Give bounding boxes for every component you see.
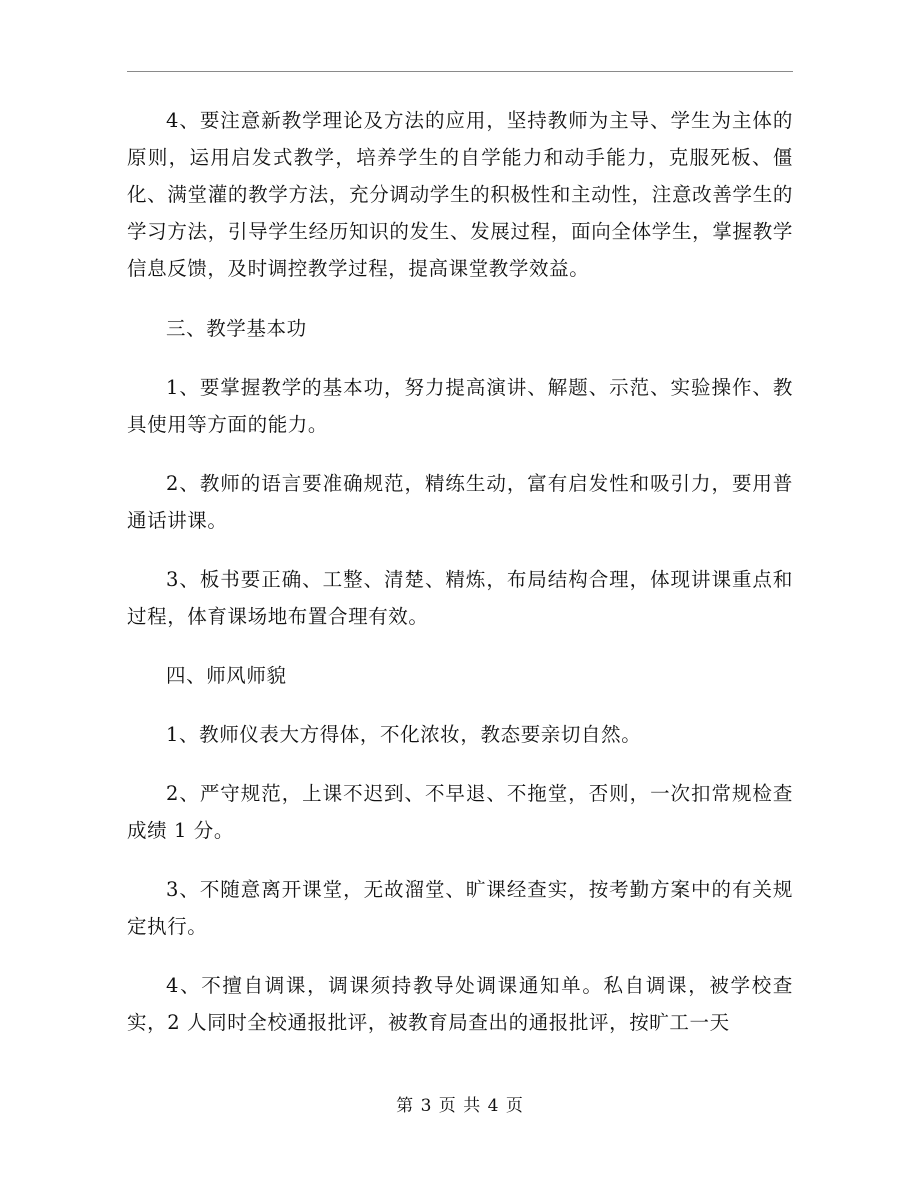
section-heading-teaching-skills: 三、教学基本功 [166,317,307,340]
paragraph-conduct-4: 4、不擅自调课，调课须持教导处调课通知单。私自调课，被学校查实，2 人同时全校通报批评，被教育局查出的通报批评，按旷工一天 [127,974,793,1034]
footer-page-word: 页 [438,1096,457,1116]
paragraph-skill-3: 3、板书要正确、工整、清楚、精炼，布局结构合理，体现讲课重点和过程，体育课场地布置合理有效。 [127,568,793,628]
paragraph-teaching-methods: 4、要注意新教学理论及方法的应用，坚持教师为主导、学生为主体的原则，运用启发式教学，培养学生的自学能力和动手能力，克服死板、僵化、满堂灌的教学方法，充分调动学生的积极性和主动性，注意改善学生的学习方法，引导学生经历知识的发生、发展过程，面向全体学生，掌握教学信息反馈，及时调控教学过程，提高课堂教学效益。 [127,109,793,280]
section-heading-teacher-conduct: 四、师风师貌 [166,664,287,687]
footer-total-pages: 4 [487,1096,500,1116]
paragraph-skill-2: 2、教师的语言要准确规范，精练生动，富有启发性和吸引力，要用普通话讲课。 [127,472,793,532]
footer-total-word: 共 [463,1096,482,1116]
header-rule [127,71,793,72]
paragraph-conduct-3: 3、不随意离开课堂，无故溜堂、旷课经查实，按考勤方案中的有关规定执行。 [127,878,793,938]
footer-prefix: 第 [396,1096,415,1116]
paragraph-conduct-2: 2、严守规范，上课不迟到、不早退、不拖堂，否则，一次扣常规检查成绩 1 分。 [127,782,793,842]
paragraph-conduct-1: 1、教师仪表大方得体，不化浓妆，教态要亲切自然。 [166,723,642,746]
paragraph-skill-1: 1、要掌握教学的基本功，努力提高演讲、解题、示范、实验操作、教具使用等方面的能力。 [127,376,793,436]
footer-current-page: 3 [420,1096,433,1116]
document-body [127,102,793,1063]
footer-suffix: 页 [505,1096,524,1116]
page-footer [0,1095,920,1117]
